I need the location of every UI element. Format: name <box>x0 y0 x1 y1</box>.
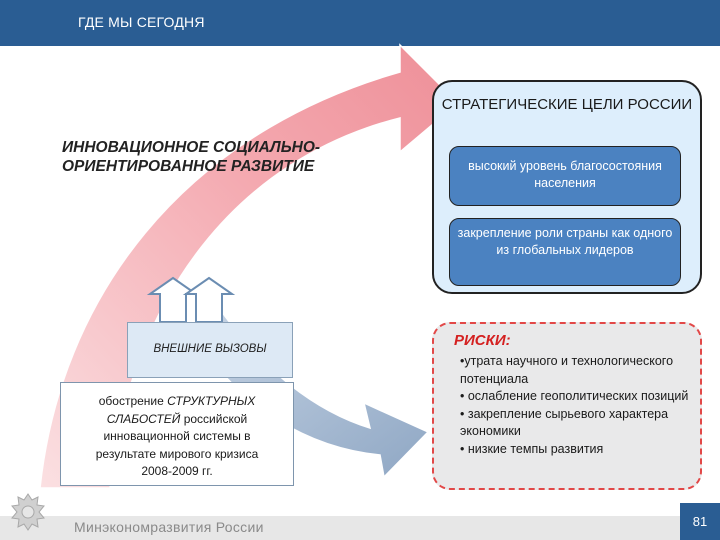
strategic-goals-title: СТРАТЕГИЧЕСКИЕ ЦЕЛИ РОССИИ <box>441 96 693 113</box>
slide-title: ГДЕ МЫ СЕГОДНЯ <box>78 14 205 30</box>
risks-title: РИСКИ: <box>454 332 511 349</box>
coat-of-arms-icon <box>4 488 52 536</box>
risks-list <box>460 353 696 458</box>
crisis-box <box>60 382 294 486</box>
risk-item: • низкие темпы развития <box>460 441 604 456</box>
crisis-line: 2008-2009 гг. <box>141 464 213 478</box>
ministry-name: Минэкономразвития России <box>74 519 264 535</box>
risk-item: • закрепление сырьевого характера экономики <box>460 406 669 438</box>
goal-welfare: высокий уровень благосостояния населения <box>449 146 681 206</box>
crisis-line: инновационной системы в <box>103 429 251 443</box>
crisis-line: обострение СТРУКТУРНЫХ <box>98 394 256 408</box>
main-heading: ИННОВАЦИОННОЕ СОЦИАЛЬНО-ОРИЕНТИРОВАННОЕ РАЗВИТИЕ <box>62 139 321 175</box>
crisis-line: СЛАБОСТЕЙ российской <box>106 411 248 426</box>
crisis-line: результате мирового кризиса <box>95 446 259 461</box>
risk-item: •утрата научного и технологического потенциала <box>460 354 674 386</box>
page-number: 81 <box>680 503 720 540</box>
risk-item: • ослабление геополитических позиций <box>460 389 689 403</box>
external-challenges-box: ВНЕШНИЕ ВЫЗОВЫ <box>127 322 293 378</box>
goal-global-leader: закрепление роли страны как одного из глобальных лидеров <box>449 218 681 286</box>
